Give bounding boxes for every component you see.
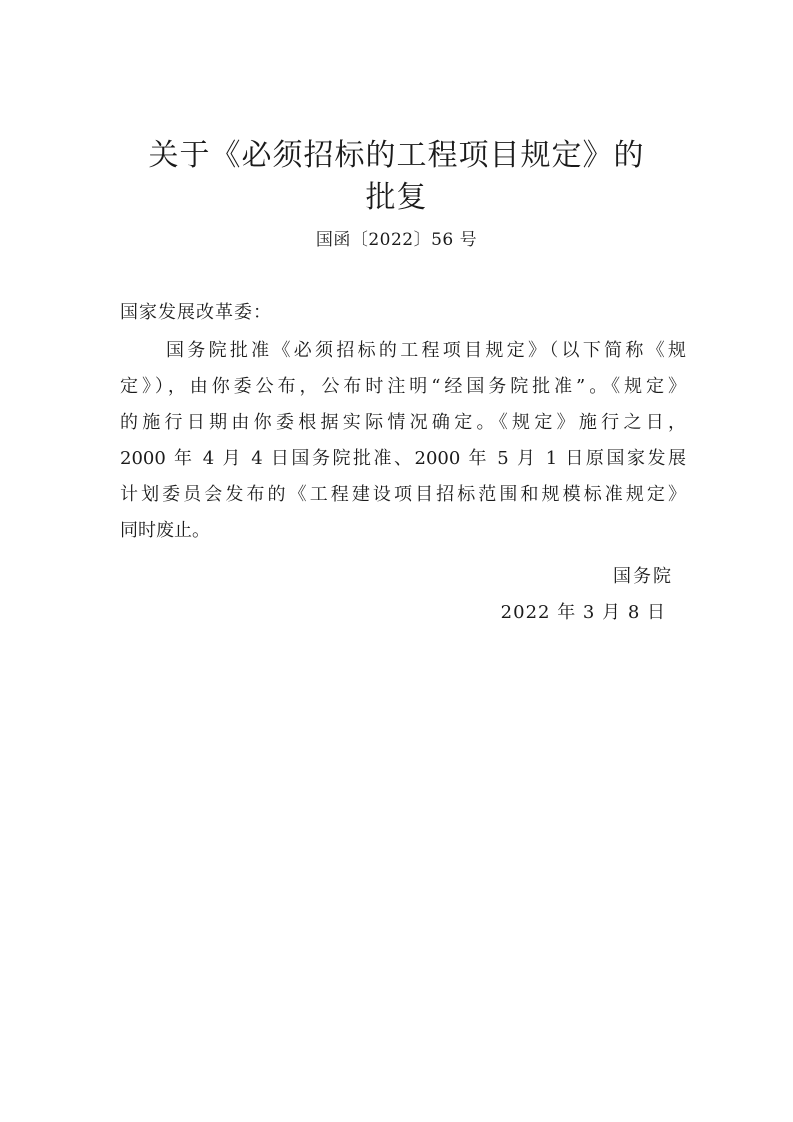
body-line-6: 同时废止。 (120, 520, 210, 541)
body-line-1: 国务院批准《必须招标的工程项目规定》（以下简称《规 (166, 340, 686, 361)
body-line-2: 定》），由你委公布，公布时注明“经国务院批准”。《规定》 (120, 376, 686, 397)
body-line-3: 的施行日期由你委根据实际情况确定。《规定》施行之日， (120, 412, 686, 433)
signature-date: 2022 年 3 月 8 日 (500, 602, 666, 623)
addressee: 国家发展改革委： (120, 302, 272, 323)
signature-organization: 国务院 (613, 566, 673, 587)
document-title-line-2: 批复 (365, 180, 428, 215)
document-title-line-1: 关于《必须招标的工程项目规定》的 (148, 138, 645, 173)
document-number: 国函〔2022〕56 号 (315, 230, 478, 250)
body-line-4: 2000 年 4 月 4 日国务院批准、2000 年 5 月 1 日原国家发展 (120, 448, 686, 469)
body-line-5: 计划委员会发布的《工程建设项目招标范围和规模标准规定》 (120, 484, 686, 505)
